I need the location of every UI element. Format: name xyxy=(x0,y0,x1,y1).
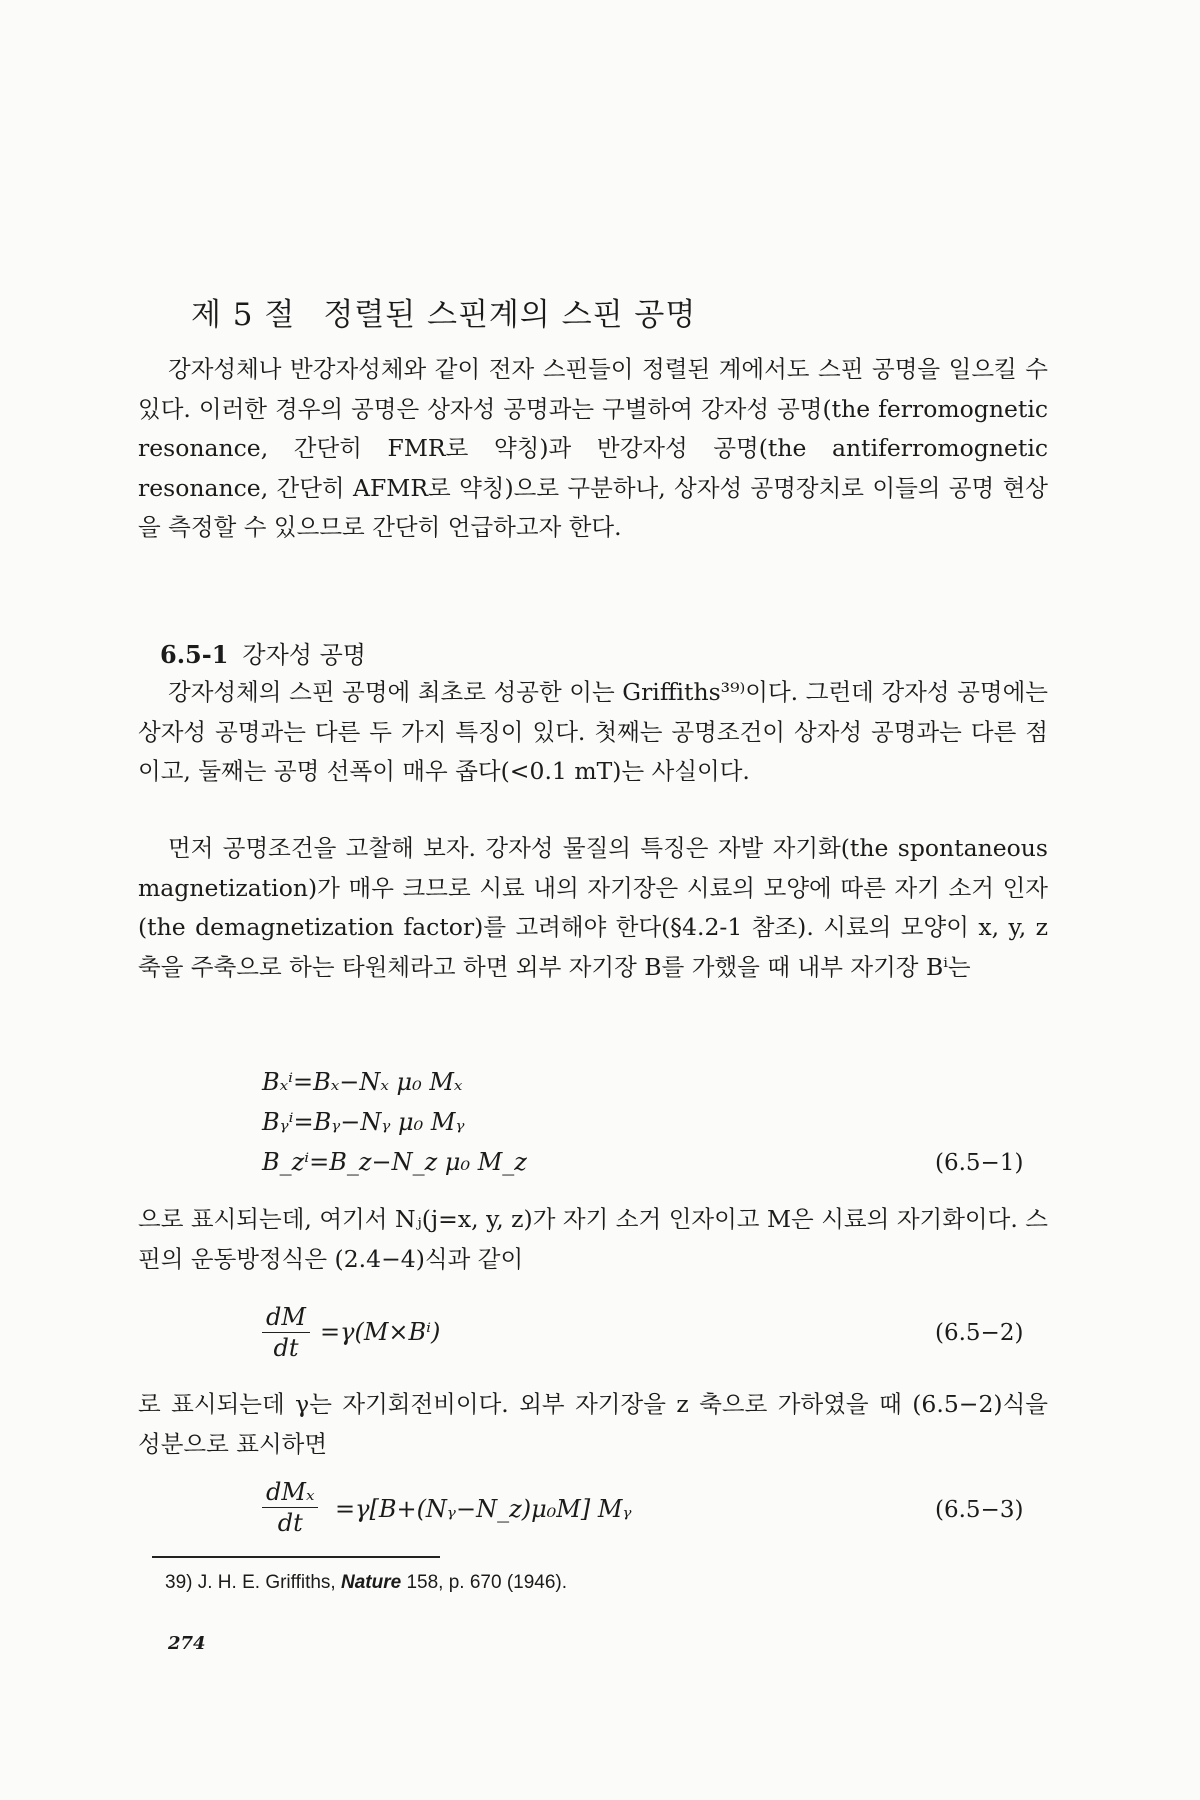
section-title: 정렬된 스핀계의 스핀 공명 xyxy=(323,296,697,333)
intro-paragraph xyxy=(138,350,1048,548)
footnote-divider xyxy=(152,1556,440,1558)
equation-number-6-5-2: (6.5−2) xyxy=(935,1320,1024,1346)
subsection-heading xyxy=(160,635,366,670)
equation-number-6-5-1: (6.5−1) xyxy=(935,1150,1024,1176)
equation-6-5-1-line-3: B_zⁱ=B_z−N_z μ₀ M_z xyxy=(262,1148,527,1176)
fraction-denominator: dt xyxy=(277,1509,303,1537)
equation-6-5-3-rhs: =γ[B+(Nᵧ−N_z)μ₀M] Mᵧ xyxy=(335,1495,632,1523)
equation-number-6-5-3: (6.5−3) xyxy=(935,1497,1024,1523)
fraction-numerator: dM xyxy=(262,1303,310,1333)
footnote-author: J. H. E. Griffiths, xyxy=(197,1572,336,1593)
footnote-journal: Nature xyxy=(341,1572,402,1593)
paragraph-4 xyxy=(138,1385,1048,1464)
paragraph-2 xyxy=(138,829,1048,987)
section-number: 제 5 절 xyxy=(191,296,296,333)
section-heading xyxy=(191,289,696,334)
fraction-numerator: dMₓ xyxy=(262,1478,318,1508)
paragraph-2-text: 먼저 공명조건을 고찰해 보자. 강자성 물질의 특징은 자발 자기화(the spontaneous magnetization)가 매우 크므로 시료 내의 자기장은 시료의 모양에 따른 자기 소거 인자(the demagnetization factor)를 고려해야 한다(§4.2-1 참조). 시료의 모양이 x, y, z 축을 주축으로 하는 타원체라고 하면 외부 자기장 B를 가했을 때 내부 자기장 Bⁱ는 xyxy=(138,834,1048,981)
equation-6-5-2-fraction xyxy=(262,1303,310,1362)
equation-6-5-3-fraction xyxy=(262,1478,318,1537)
paragraph-3 xyxy=(138,1200,1048,1279)
footnote-citation: 158, p. 670 (1946). xyxy=(406,1572,568,1593)
equation-6-5-1-line-1: Bₓⁱ=Bₓ−Nₓ μ₀ Mₓ xyxy=(262,1068,463,1096)
equation-6-5-2-rhs: =γ(M×Bⁱ) xyxy=(320,1318,441,1346)
fraction-denominator: dt xyxy=(273,1334,299,1362)
subsection-number: 6.5-1 xyxy=(160,640,229,669)
equation-6-5-1-line-2: Bᵧⁱ=Bᵧ−Nᵧ μ₀ Mᵧ xyxy=(262,1108,465,1136)
paragraph-4-text: 로 표시되는데 γ는 자기회전비이다. 외부 자기장을 z 축으로 가하였을 때 (6.5−2)식을 성분으로 표시하면 xyxy=(138,1390,1048,1458)
footnote-mark: 39) xyxy=(165,1572,193,1593)
paragraph-3-text: 으로 표시되는데, 여기서 Nⱼ(j=x, y, z)가 자기 소거 인자이고 M은 시료의 자기화이다. 스핀의 운동방정식은 (2.4−4)식과 같이 xyxy=(138,1205,1048,1273)
intro-text: 강자성체나 반강자성체와 같이 전자 스핀들이 정렬된 계에서도 스핀 공명을 일으킬 수 있다. 이러한 경우의 공명은 상자성 공명과는 구별하여 강자성 공명(the ferromognetic resonance, 간단히 FMR로 약칭)과 반강자성 공명(the antiferromognetic resonance, 간단히 AFMR로 약칭)으로 구분하나, 상자성 공명장치로 이들의 공명 현상을 측정할 수 있으므로 간단히 언급하고자 한다. xyxy=(138,355,1048,542)
subsection-title: 강자성 공명 xyxy=(242,641,366,669)
page-number: 274 xyxy=(168,1633,206,1654)
paragraph-1-text: 강자성체의 스핀 공명에 최초로 성공한 이는 Griffiths³⁹⁾이다. 그런데 강자성 공명에는 상자성 공명과는 다른 두 가지 특징이 있다. 첫째는 공명조건이 상자성 공명과는 다른 점이고, 둘째는 공명 선폭이 매우 좁다(<0.1 mT)는 사실이다. xyxy=(138,678,1048,786)
footnote xyxy=(165,1572,567,1594)
paragraph-1 xyxy=(138,673,1048,792)
